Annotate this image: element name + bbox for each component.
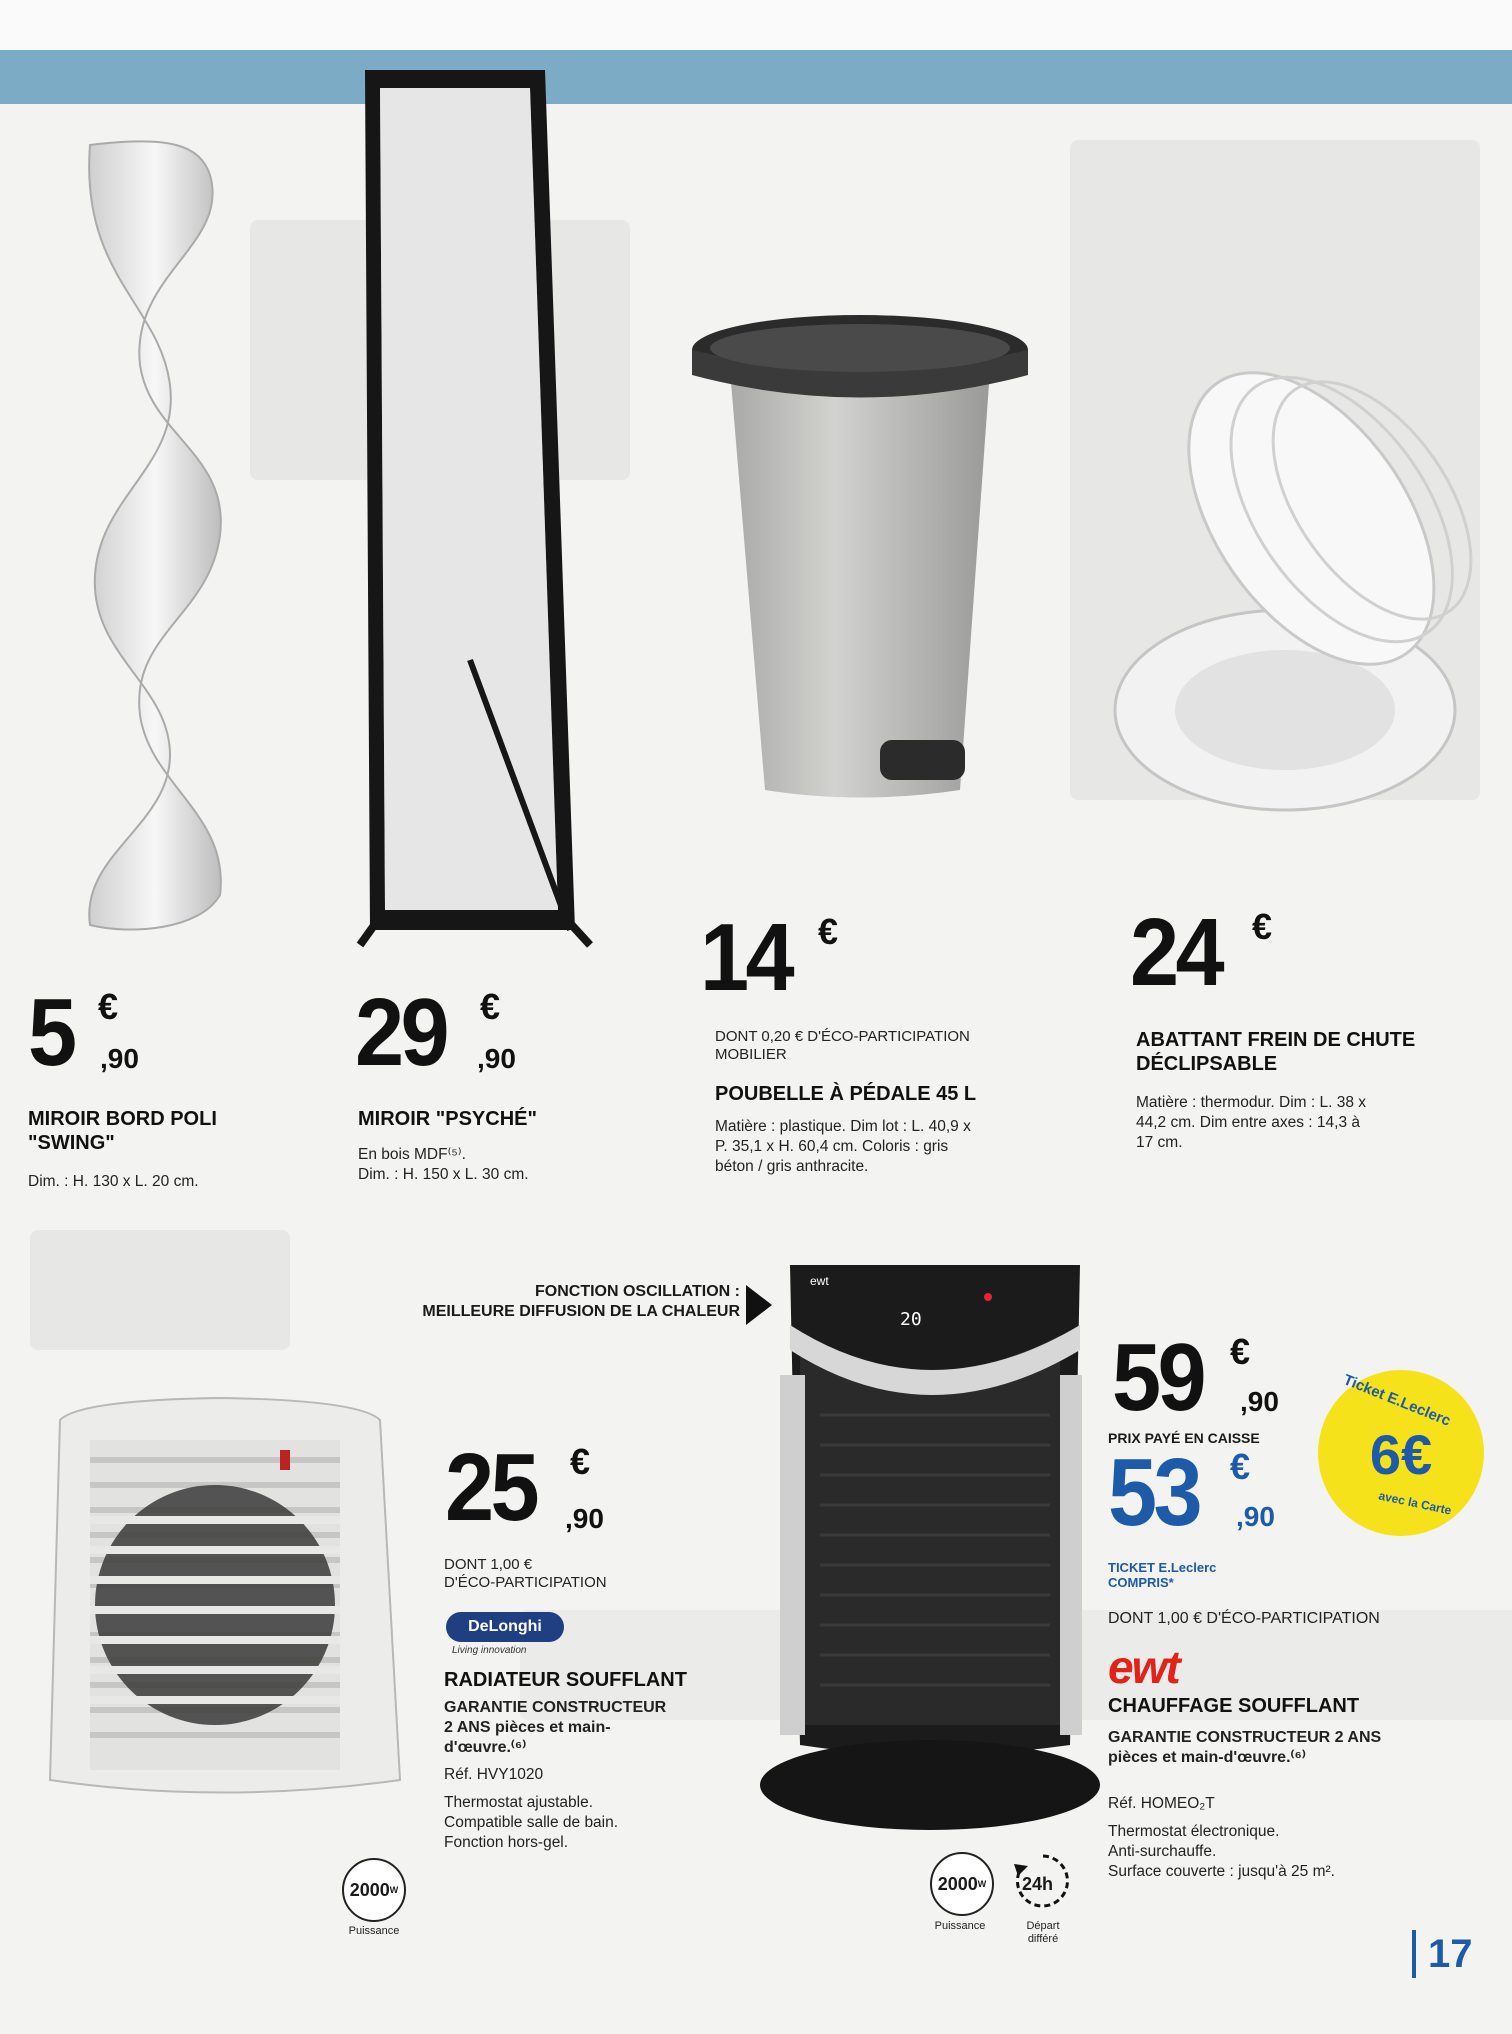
eco-participation: [715, 1028, 970, 1064]
desc-line: 44,2 cm. Dim entre axes : 14,3 à: [1136, 1114, 1360, 1131]
title-line: MIROIR BORD POLI: [28, 1108, 217, 1130]
price-currency: €: [570, 1441, 591, 1482]
warranty: [444, 1698, 666, 1758]
timer-label: [1006, 1920, 1080, 1946]
feature-line: Fonction hors-gel.: [444, 1834, 569, 1851]
eco-line: DONT 0,20 € D'ÉCO-PARTICIPATION: [715, 1028, 970, 1045]
timer-icon: [1010, 1848, 1076, 1914]
eco-line: MOBILIER: [715, 1046, 787, 1063]
top-margin: [0, 0, 1512, 50]
product-title: MIROIR "PSYCHÉ": [358, 1108, 537, 1130]
feature-line: Thermostat électronique.: [1108, 1823, 1280, 1840]
price-swing: [28, 979, 178, 1095]
price-psyche: [355, 979, 555, 1095]
product-features: [444, 1793, 618, 1853]
price-chauffage: [1112, 1324, 1312, 1431]
price-integer: 24: [1130, 899, 1221, 1006]
power-value: 2000: [937, 1873, 978, 1894]
price-currency: €: [98, 986, 119, 1027]
eco-line: DONT 1,00 €: [444, 1556, 533, 1573]
title-line: ABATTANT FREIN DE CHUTE: [1136, 1029, 1416, 1051]
desc-line: En bois MDF⁽⁵⁾.: [358, 1146, 466, 1163]
feature-line: Compatible salle de bain.: [444, 1814, 619, 1831]
power-label: Puissance: [348, 1925, 400, 1937]
power-unit: W: [389, 1885, 399, 1895]
warranty-line: GARANTIE CONSTRUCTEUR: [444, 1699, 667, 1716]
badge-value: 6€: [1369, 1423, 1433, 1486]
price-cents: ,90: [100, 1043, 139, 1074]
price-radiateur: [445, 1434, 665, 1550]
page-number-box: [1412, 1930, 1476, 1978]
feature-line: Thermostat ajustable.: [444, 1794, 594, 1811]
price-currency: €: [1230, 1446, 1251, 1487]
price-integer: 29: [355, 979, 446, 1086]
warranty-line: pièces et main-d'œuvre.⁽⁶⁾: [1108, 1749, 1306, 1766]
desc-line: Dim. : H. 150 x L. 30 cm.: [358, 1166, 529, 1183]
pedal-bin-image: [690, 280, 1030, 810]
feature-line: Surface couverte : jusqu'à 25 m².: [1108, 1863, 1335, 1880]
desc-line: béton / gris anthracite.: [715, 1158, 869, 1175]
badge-bottom-text: avec la Carte: [1377, 1488, 1453, 1518]
warranty: [1108, 1728, 1381, 1768]
warranty-line: d'œuvre.⁽⁶⁾: [444, 1739, 527, 1756]
ghost-bg: [30, 1230, 290, 1350]
oscillation-callout: [370, 1282, 740, 1322]
product-title: [28, 1107, 217, 1155]
price-poubelle: [700, 904, 900, 1011]
product-title: POUBELLE À PÉDALE 45 L: [715, 1083, 977, 1105]
price-integer: 14: [700, 904, 791, 1011]
product-desc: [715, 1117, 971, 1177]
price-integer: 25: [445, 1434, 536, 1541]
page-number: 17: [1428, 1932, 1473, 1976]
product-desc: Dim. : H. 130 x L. 20 cm.: [28, 1173, 199, 1190]
standing-mirror-image: [350, 60, 600, 950]
timer-label-line: Départ: [1026, 1920, 1060, 1932]
power-label: Puissance: [934, 1920, 986, 1932]
power-badge: [342, 1858, 406, 1922]
eco-participation: [444, 1556, 607, 1592]
ticket-line: TICKET E.Leclerc: [1108, 1560, 1217, 1575]
delonghi-logo: DeLonghi: [446, 1612, 564, 1642]
feature-line: Anti-surchauffe.: [1108, 1843, 1217, 1860]
paid-label: PRIX PAYÉ EN CAISSE: [1108, 1430, 1260, 1446]
price-cents: ,90: [477, 1043, 516, 1074]
price-currency: €: [1252, 906, 1273, 947]
product-title: CHAUFFAGE SOUFFLANT: [1108, 1695, 1360, 1717]
power-value: 2000: [349, 1879, 390, 1900]
product-ref: Réf. HOMEO₂T: [1108, 1795, 1215, 1812]
power-unit: W: [977, 1879, 987, 1889]
ewt-logo: ewt: [1108, 1641, 1179, 1693]
warranty-line: 2 ANS pièces et main-: [444, 1719, 611, 1736]
heater-brand-text: ewt: [810, 1274, 829, 1288]
toilet-seat-image: [1085, 330, 1505, 820]
timer-label-line: différé: [1027, 1933, 1059, 1945]
callout-line: FONCTION OSCILLATION :: [534, 1283, 740, 1300]
product-desc: [1136, 1093, 1366, 1153]
power-badge: [930, 1852, 994, 1916]
desc-line: P. 35,1 x H. 60,4 cm. Coloris : gris: [715, 1138, 949, 1155]
ticket-line: COMPRIS*: [1108, 1575, 1174, 1590]
ceramic-heater-image: [760, 1255, 1100, 1835]
header-band: [0, 50, 1512, 104]
eco-line: D'ÉCO-PARTICIPATION: [444, 1574, 607, 1591]
ticket-leclerc-badge: [1318, 1370, 1484, 1536]
desc-line: 17 cm.: [1136, 1134, 1183, 1151]
warranty-line: GARANTIE CONSTRUCTEUR 2 ANS: [1108, 1729, 1382, 1746]
price-currency: €: [1230, 1331, 1251, 1372]
callout-line: MEILLEURE DIFFUSION DE LA CHALEUR: [422, 1303, 740, 1320]
product-title: [1136, 1028, 1415, 1076]
timer-value: 24h: [1022, 1874, 1054, 1894]
price-cents: ,90: [565, 1503, 604, 1534]
brand-tagline: Living innovation: [452, 1645, 527, 1656]
desc-line: Matière : plastique. Dim lot : L. 40,9 x: [715, 1118, 971, 1135]
eco-participation: DONT 1,00 € D'ÉCO-PARTICIPATION: [1108, 1610, 1380, 1627]
price-currency: €: [480, 986, 501, 1027]
heater-display-text: 20: [900, 1309, 922, 1330]
price-integer: 59: [1112, 1324, 1203, 1431]
product-desc: [358, 1145, 529, 1185]
product-title: RADIATEUR SOUFFLANT: [444, 1669, 687, 1691]
badge-top-text: Ticket E.Leclerc: [1340, 1371, 1454, 1430]
price-integer: 53: [1108, 1439, 1199, 1546]
fan-heater-image: [20, 1390, 420, 1810]
product-ref: Réf. HVY1020: [444, 1766, 544, 1783]
desc-line: Matière : thermodur. Dim : L. 38 x: [1136, 1094, 1367, 1111]
price-currency: €: [818, 911, 839, 952]
title-line: DÉCLIPSABLE: [1136, 1053, 1278, 1075]
price-abattant: [1130, 899, 1330, 1006]
price-net: [1108, 1439, 1308, 1546]
wavy-mirror-image: [70, 135, 260, 935]
price-integer: 5: [28, 979, 74, 1086]
price-cents: ,90: [1236, 1501, 1275, 1532]
price-cents: ,90: [1240, 1386, 1279, 1417]
ticket-included: [1108, 1560, 1216, 1590]
title-line: "SWING": [28, 1132, 115, 1154]
product-features: [1108, 1822, 1335, 1882]
